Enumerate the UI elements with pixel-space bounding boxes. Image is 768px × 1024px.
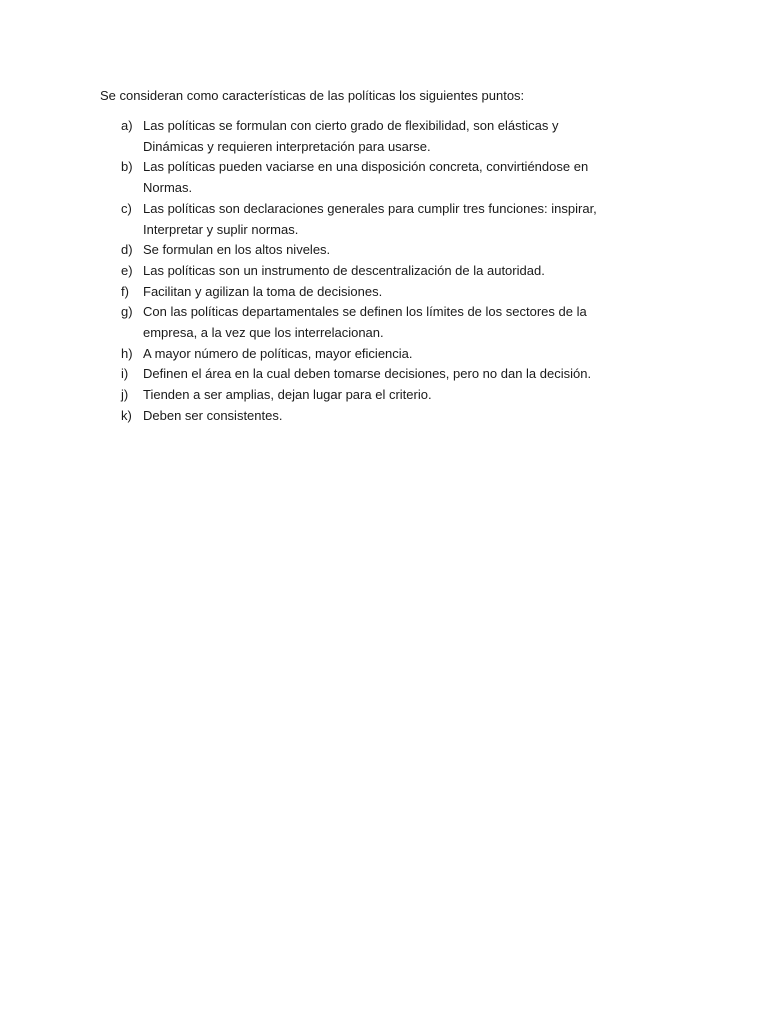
list-marker: d) xyxy=(121,242,133,258)
list-item-text: Definen el área en la cual deben tomarse decisiones, pero no dan la decisión. xyxy=(143,366,592,382)
list-marker: j) xyxy=(121,387,129,403)
list-item-text: Las políticas son un instrumento de descentralización de la autoridad. xyxy=(143,262,545,278)
list-item xyxy=(100,282,620,303)
list-item xyxy=(100,364,620,385)
characteristics-list xyxy=(100,116,620,427)
list-item-text: Facilitan y agilizan la toma de decisiones. xyxy=(143,283,383,299)
list-marker: k) xyxy=(121,407,132,423)
list-item-text: A mayor número de políticas, mayor eficiencia. xyxy=(143,345,413,361)
list-item-text: Se formulan en los altos niveles. xyxy=(143,242,331,258)
list-marker: h) xyxy=(121,345,133,361)
list-item xyxy=(100,302,620,343)
list-item xyxy=(100,240,620,261)
list-marker: c) xyxy=(121,200,132,216)
list-item xyxy=(100,157,620,198)
list-marker: i) xyxy=(121,366,129,382)
list-item xyxy=(100,406,620,427)
list-marker: b) xyxy=(121,159,133,175)
intro-paragraph: Se consideran como características de las políticas los siguientes puntos: xyxy=(100,88,525,103)
list-item-text: Las políticas son declaraciones generales para cumplir tres funciones: inspirar, Interpretar y suplir normas. xyxy=(143,200,597,237)
list-marker: f) xyxy=(121,283,129,299)
list-item xyxy=(100,261,620,282)
list-item-text: Las políticas se formulan con cierto grado de flexibilidad, son elásticas y Dinámicas y requieren interpretación para usarse. xyxy=(143,118,559,154)
list-item xyxy=(100,385,620,406)
list-item-text: Tienden a ser amplias, dejan lugar para el criterio. xyxy=(143,387,432,403)
list-marker: g) xyxy=(121,304,133,320)
list-marker: e) xyxy=(121,262,133,278)
list-item xyxy=(100,344,620,365)
list-item-text: Las políticas pueden vaciarse en una disposición concreta, convirtiéndose en Normas. xyxy=(143,159,589,196)
list-item-text: Deben ser consistentes. xyxy=(143,407,283,423)
list-marker: a) xyxy=(121,118,133,133)
list-item xyxy=(100,199,620,240)
list-item-text: Con las políticas departamentales se definen los límites de los sectores de la empresa, a la vez que los interrelacionan. xyxy=(143,304,587,341)
list-item xyxy=(100,116,620,157)
document-body xyxy=(100,86,620,427)
